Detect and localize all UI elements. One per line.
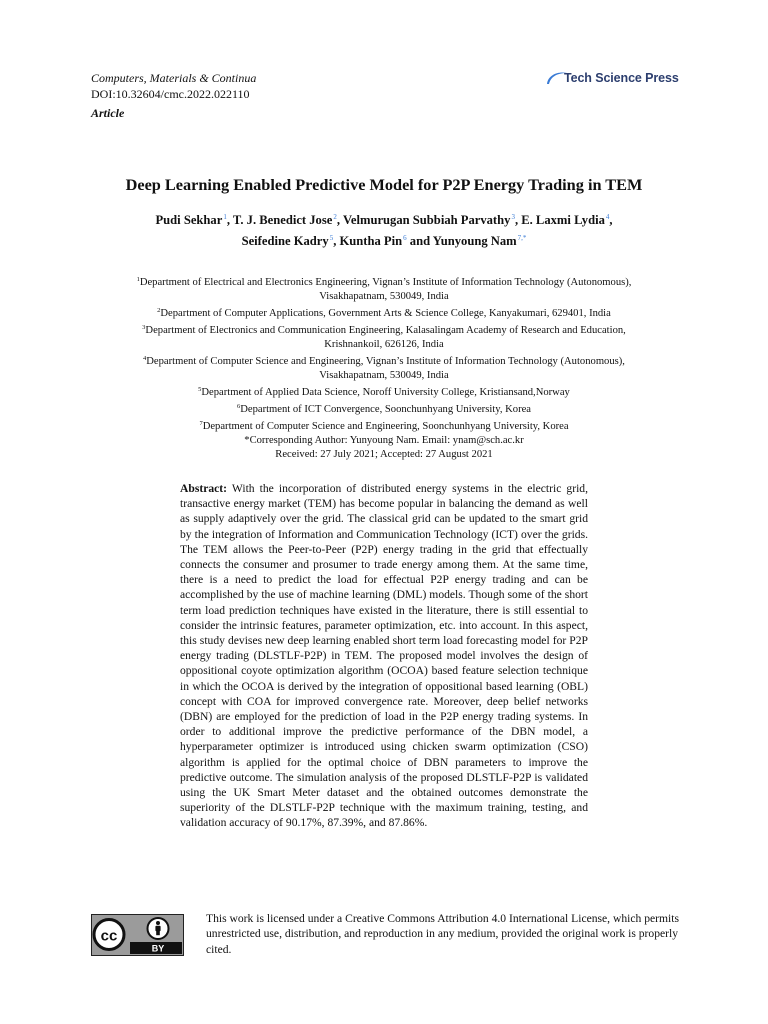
cc-by-license-badge[interactable] <box>91 914 184 956</box>
author-affiliation-link[interactable]: 6 <box>403 234 407 242</box>
author-separator: and <box>406 234 433 248</box>
author-affiliation-link[interactable]: 5 <box>329 234 334 242</box>
author-name: Pudi Sekhar <box>155 213 223 227</box>
author-name: Velmurugan Subbiah Parvathy <box>342 213 511 227</box>
cc-badge-text: cc <box>100 927 118 945</box>
affiliation-continuation: Krishnankoil, 626126, India <box>324 339 444 350</box>
author-list <box>70 208 698 250</box>
author-line-2 <box>70 229 698 250</box>
author-name: Seifedine Kadry <box>241 234 329 248</box>
author-affiliation-link[interactable]: 2 <box>333 213 337 221</box>
author-separator: , <box>336 213 343 227</box>
doi: DOI:10.32604/cmc.2022.022110 <box>91 87 250 101</box>
author-name: E. Laxmi Lydia <box>521 213 605 227</box>
author-separator: , <box>333 234 340 248</box>
paper-title: Deep Learning Enabled Predictive Model for P2P Energy Trading in TEM <box>125 175 643 194</box>
author-separator: , <box>226 213 233 227</box>
journal-name: Computers, Materials & Continua <box>91 71 257 85</box>
abstract-label: Abstract: <box>180 482 228 495</box>
author-name: T. J. Benedict Jose <box>232 213 333 227</box>
attribution-person-icon <box>148 918 169 939</box>
affiliation: $^5$Department of Applied Data Science, Noroff University College, Kristiansand,Norway <box>198 386 570 398</box>
corresponding-author: *Corresponding Author: Yunyoung Nam. Email: ynam@sch.ac.kr <box>244 435 524 446</box>
license-statement: This work is licensed under a Creative Commons Attribution 4.0 International License, which permits unrestricted use, distribution, and reproduction in any medium, provided the original work is properly cited. <box>206 912 679 956</box>
publisher-name: Tech Science Press <box>564 71 679 85</box>
article-type: Article <box>91 106 125 120</box>
author-separator: , <box>609 213 613 227</box>
author-line-1 <box>70 208 698 229</box>
affiliation: $^6$Department of ICT Convergence, Soonchunhyang University, Korea <box>236 403 531 415</box>
affiliation-list <box>60 273 708 462</box>
publisher-logo <box>544 68 684 90</box>
abstract-text: With the incorporation of distributed energy systems in the electric grid, transactive energy market (TEM) has become popular in balancing the demand as well as supply adaptively over the grid. The classical grid can be updated to the smart grid by the integration of Information and Communication Technology (ICT) over the grids. The TEM allows the Peer-to-Peer (P2P) energy trading in the grid that effectually connects the consumer and prosumer to trade energy among them. At the same time, there is a need to predict the load for effectual P2P energy trading and can be accomplished by the use of machine learning (DML) models. Though some of the short term load prediction techniques have existed in the literature, there is still essential to consider the intrinsic features, parameter optimization, etc. into account. In this aspect, this study devises new deep learning enabled short term load forecasting model for P2P energy trading (DLSTLF-P2P) in TEM. The proposed model involves the design of oppositional coyote optimization algorithm (OCOA) based feature selection technique in which the OCOA is derived by the integration of oppositional based learning (OBL) concept with COA for improved convergence rate. Moreover, deep belief networks (DBN) are employed for the prediction of load in the P2P energy trading systems. In order to additional improve the predictive performance of the DBN model, a hyperparameter optimizer is introduced using chicken swarm optimization (CSO) algorithm is applied for the optimal choice of DBN parameters to improve the predictive outcome. The simulation analysis of the proposed DLSTLF-P2P is validated using the UK Smart Meter dataset and the obtained outcomes demonstrate the superiority of the DLSTLF-P2P technique with the maximum training, testing, and validation accuracy of 90.17%, 87.39%, and 87.86%. <box>180 482 588 830</box>
affiliation: $^2$Department of Computer Applications, Government Arts & Science College, Kanyakumari, 629401, India <box>157 307 611 319</box>
author-affiliation-link[interactable]: 4 <box>605 213 610 221</box>
received-accepted-dates: Received: 27 July 2021; Accepted: 27 August 2021 <box>275 449 493 460</box>
author-affiliation-link[interactable]: 3 <box>511 213 515 221</box>
affiliation: $^1$Department of Electrical and Electronics Engineering, Vignan’s Institute of Information Technology (Autonomous), <box>136 276 632 288</box>
affiliation-continuation: Visakhapatnam, 530049, India <box>319 370 449 381</box>
author-affiliation-link[interactable]: 7,* <box>517 234 527 242</box>
affiliation: $^7$Department of Computer Science and Engineering, Soonchunhyang University, Korea <box>199 420 569 432</box>
author-affiliation-link[interactable]: 1 <box>223 213 227 221</box>
author-separator: , <box>514 213 522 227</box>
affiliation: $^3$Department of Electronics and Communication Engineering, Kalasalingam Academy of Research and Education, <box>142 324 626 336</box>
author-name: Kuntha Pin <box>339 234 403 248</box>
by-badge-text: BY <box>151 943 165 954</box>
author-name: Yunyoung Nam <box>432 234 517 248</box>
abstract <box>180 481 588 831</box>
affiliation: $^4$Department of Computer Science and Engineering, Vignan’s Institute of Information Technology (Autonomous), <box>143 355 625 367</box>
affiliation-continuation: Visakhapatnam, 530049, India <box>319 291 449 302</box>
creative-commons-icon <box>94 920 124 950</box>
